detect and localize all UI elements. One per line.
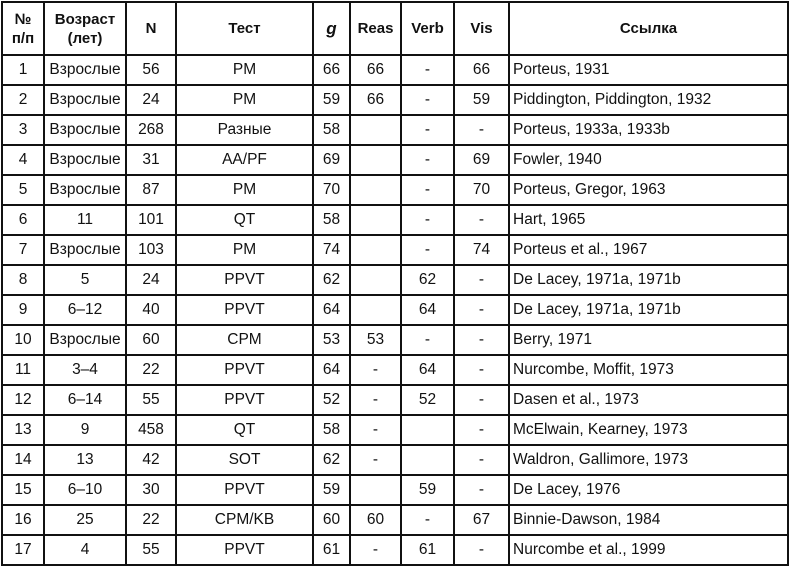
- cell-no: 4: [2, 145, 44, 175]
- cell-no: 17: [2, 535, 44, 565]
- cell-age: Взрослые: [44, 235, 126, 265]
- cell-verb: 61: [401, 535, 454, 565]
- cell-verb: -: [401, 505, 454, 535]
- cell-n: 56: [126, 55, 176, 85]
- cell-n: 24: [126, 265, 176, 295]
- cell-verb: [401, 415, 454, 445]
- cell-no: 16: [2, 505, 44, 535]
- table-row: [2, 415, 788, 445]
- cell-vis: -: [454, 415, 509, 445]
- cell-verb: 62: [401, 265, 454, 295]
- header-n: N: [126, 2, 176, 55]
- header-g: [313, 2, 350, 55]
- cell-vis: -: [454, 115, 509, 145]
- cell-test: PM: [176, 175, 313, 205]
- cell-vis: -: [454, 385, 509, 415]
- cell-no: 11: [2, 355, 44, 385]
- cell-reas: [350, 145, 401, 175]
- cell-ref: Porteus, 1931: [509, 55, 788, 85]
- table-row: [2, 385, 788, 415]
- cell-test: QT: [176, 415, 313, 445]
- cell-age: Взрослые: [44, 55, 126, 85]
- cell-test: QT: [176, 205, 313, 235]
- cell-reas: [350, 295, 401, 325]
- cell-verb: -: [401, 235, 454, 265]
- cell-test: PPVT: [176, 355, 313, 385]
- cell-no: 3: [2, 115, 44, 145]
- cell-test: PPVT: [176, 475, 313, 505]
- cell-verb: 64: [401, 355, 454, 385]
- cell-vis: -: [454, 355, 509, 385]
- cell-reas: [350, 115, 401, 145]
- cell-vis: 70: [454, 175, 509, 205]
- cell-g: 59: [313, 85, 350, 115]
- cell-test: PM: [176, 55, 313, 85]
- cell-g: 66: [313, 55, 350, 85]
- cell-n: 31: [126, 145, 176, 175]
- cell-no: 1: [2, 55, 44, 85]
- cell-verb: 59: [401, 475, 454, 505]
- data-table: [1, 1, 789, 566]
- cell-age: Взрослые: [44, 85, 126, 115]
- cell-ref: Nurcombe et al., 1999: [509, 535, 788, 565]
- cell-g: 52: [313, 385, 350, 415]
- cell-no: 12: [2, 385, 44, 415]
- cell-n: 22: [126, 505, 176, 535]
- cell-verb: -: [401, 145, 454, 175]
- cell-test: Разные: [176, 115, 313, 145]
- cell-n: 42: [126, 445, 176, 475]
- cell-n: 55: [126, 535, 176, 565]
- cell-age: 6–10: [44, 475, 126, 505]
- cell-test: PM: [176, 85, 313, 115]
- cell-ref: De Lacey, 1976: [509, 475, 788, 505]
- cell-reas: 66: [350, 55, 401, 85]
- cell-age: 6–14: [44, 385, 126, 415]
- table-row: [2, 85, 788, 115]
- cell-g: 53: [313, 325, 350, 355]
- cell-age: Взрослые: [44, 115, 126, 145]
- cell-vis: 66: [454, 55, 509, 85]
- cell-n: 458: [126, 415, 176, 445]
- cell-verb: -: [401, 175, 454, 205]
- cell-no: 5: [2, 175, 44, 205]
- cell-g: 62: [313, 445, 350, 475]
- cell-ref: De Lacey, 1971a, 1971b: [509, 295, 788, 325]
- cell-age: Взрослые: [44, 145, 126, 175]
- cell-reas: 66: [350, 85, 401, 115]
- cell-ref: Fowler, 1940: [509, 145, 788, 175]
- cell-vis: -: [454, 265, 509, 295]
- cell-vis: 74: [454, 235, 509, 265]
- table-row: [2, 295, 788, 325]
- cell-test: SOT: [176, 445, 313, 475]
- cell-g: 58: [313, 415, 350, 445]
- cell-vis: -: [454, 205, 509, 235]
- cell-test: PPVT: [176, 535, 313, 565]
- cell-n: 55: [126, 385, 176, 415]
- header-verb: Verb: [401, 2, 454, 55]
- cell-reas: -: [350, 355, 401, 385]
- cell-vis: -: [454, 445, 509, 475]
- cell-reas: [350, 265, 401, 295]
- cell-reas: -: [350, 445, 401, 475]
- cell-n: 87: [126, 175, 176, 205]
- table-row: [2, 535, 788, 565]
- cell-vis: 59: [454, 85, 509, 115]
- cell-age: 9: [44, 415, 126, 445]
- table-row: [2, 175, 788, 205]
- cell-ref: McElwain, Kearney, 1973: [509, 415, 788, 445]
- cell-n: 22: [126, 355, 176, 385]
- table-row: [2, 355, 788, 385]
- cell-ref: Porteus et al., 1967: [509, 235, 788, 265]
- cell-no: 10: [2, 325, 44, 355]
- cell-no: 13: [2, 415, 44, 445]
- cell-test: PM: [176, 235, 313, 265]
- cell-reas: -: [350, 535, 401, 565]
- cell-reas: 60: [350, 505, 401, 535]
- table-row: [2, 325, 788, 355]
- cell-n: 24: [126, 85, 176, 115]
- cell-verb: -: [401, 325, 454, 355]
- header-reas: Reas: [350, 2, 401, 55]
- cell-age: Взрослые: [44, 325, 126, 355]
- cell-g: 59: [313, 475, 350, 505]
- cell-no: 6: [2, 205, 44, 235]
- header-row: [2, 2, 788, 55]
- cell-ref: Dasen et al., 1973: [509, 385, 788, 415]
- header-test: Тест: [176, 2, 313, 55]
- cell-no: 14: [2, 445, 44, 475]
- table-row: [2, 205, 788, 235]
- table-row: [2, 445, 788, 475]
- cell-test: CPM: [176, 325, 313, 355]
- table-header: [2, 2, 788, 55]
- cell-vis: 69: [454, 145, 509, 175]
- cell-vis: -: [454, 295, 509, 325]
- cell-verb: -: [401, 115, 454, 145]
- cell-verb: [401, 445, 454, 475]
- cell-g: 62: [313, 265, 350, 295]
- cell-test: PPVT: [176, 295, 313, 325]
- cell-no: 7: [2, 235, 44, 265]
- cell-verb: 52: [401, 385, 454, 415]
- cell-age: Взрослые: [44, 175, 126, 205]
- cell-age: 13: [44, 445, 126, 475]
- cell-g: 64: [313, 355, 350, 385]
- cell-no: 9: [2, 295, 44, 325]
- cell-ref: Porteus, Gregor, 1963: [509, 175, 788, 205]
- cell-reas: -: [350, 415, 401, 445]
- cell-ref: Porteus, 1933a, 1933b: [509, 115, 788, 145]
- cell-age: 5: [44, 265, 126, 295]
- table-row: [2, 505, 788, 535]
- table-body: [2, 55, 788, 565]
- cell-vis: -: [454, 325, 509, 355]
- table-row: [2, 235, 788, 265]
- cell-no: 8: [2, 265, 44, 295]
- cell-n: 101: [126, 205, 176, 235]
- cell-verb: 64: [401, 295, 454, 325]
- cell-n: 103: [126, 235, 176, 265]
- cell-test: AA/PF: [176, 145, 313, 175]
- cell-g: 60: [313, 505, 350, 535]
- cell-g: 70: [313, 175, 350, 205]
- cell-verb: -: [401, 55, 454, 85]
- cell-test: PPVT: [176, 265, 313, 295]
- cell-reas: [350, 205, 401, 235]
- cell-n: 30: [126, 475, 176, 505]
- cell-g: 64: [313, 295, 350, 325]
- cell-ref: Piddington, Piddington, 1932: [509, 85, 788, 115]
- cell-test: PPVT: [176, 385, 313, 415]
- cell-age: 6–12: [44, 295, 126, 325]
- header-age: Возраст (лет): [44, 2, 126, 55]
- cell-test: CPM/KB: [176, 505, 313, 535]
- cell-ref: Hart, 1965: [509, 205, 788, 235]
- header-vis: Vis: [454, 2, 509, 55]
- cell-vis: -: [454, 475, 509, 505]
- cell-g: 58: [313, 115, 350, 145]
- cell-n: 40: [126, 295, 176, 325]
- cell-verb: -: [401, 205, 454, 235]
- cell-reas: 53: [350, 325, 401, 355]
- cell-reas: [350, 175, 401, 205]
- cell-age: 3–4: [44, 355, 126, 385]
- cell-vis: 67: [454, 505, 509, 535]
- header-no: № п/п: [2, 2, 44, 55]
- table-row: [2, 475, 788, 505]
- cell-vis: -: [454, 535, 509, 565]
- cell-ref: Nurcombe, Moffit, 1973: [509, 355, 788, 385]
- cell-verb: -: [401, 85, 454, 115]
- table-row: [2, 115, 788, 145]
- cell-ref: Waldron, Gallimore, 1973: [509, 445, 788, 475]
- cell-age: 11: [44, 205, 126, 235]
- cell-g: 74: [313, 235, 350, 265]
- cell-age: 4: [44, 535, 126, 565]
- cell-reas: [350, 475, 401, 505]
- cell-ref: Berry, 1971: [509, 325, 788, 355]
- cell-reas: -: [350, 385, 401, 415]
- cell-n: 60: [126, 325, 176, 355]
- cell-g: 61: [313, 535, 350, 565]
- cell-ref: De Lacey, 1971a, 1971b: [509, 265, 788, 295]
- cell-reas: [350, 235, 401, 265]
- header-g-label: g: [326, 18, 337, 38]
- table-row: [2, 145, 788, 175]
- cell-n: 268: [126, 115, 176, 145]
- header-ref: Ссылка: [509, 2, 788, 55]
- cell-no: 15: [2, 475, 44, 505]
- cell-no: 2: [2, 85, 44, 115]
- cell-g: 58: [313, 205, 350, 235]
- table-row: [2, 55, 788, 85]
- cell-age: 25: [44, 505, 126, 535]
- cell-g: 69: [313, 145, 350, 175]
- table-row: [2, 265, 788, 295]
- cell-ref: Binnie-Dawson, 1984: [509, 505, 788, 535]
